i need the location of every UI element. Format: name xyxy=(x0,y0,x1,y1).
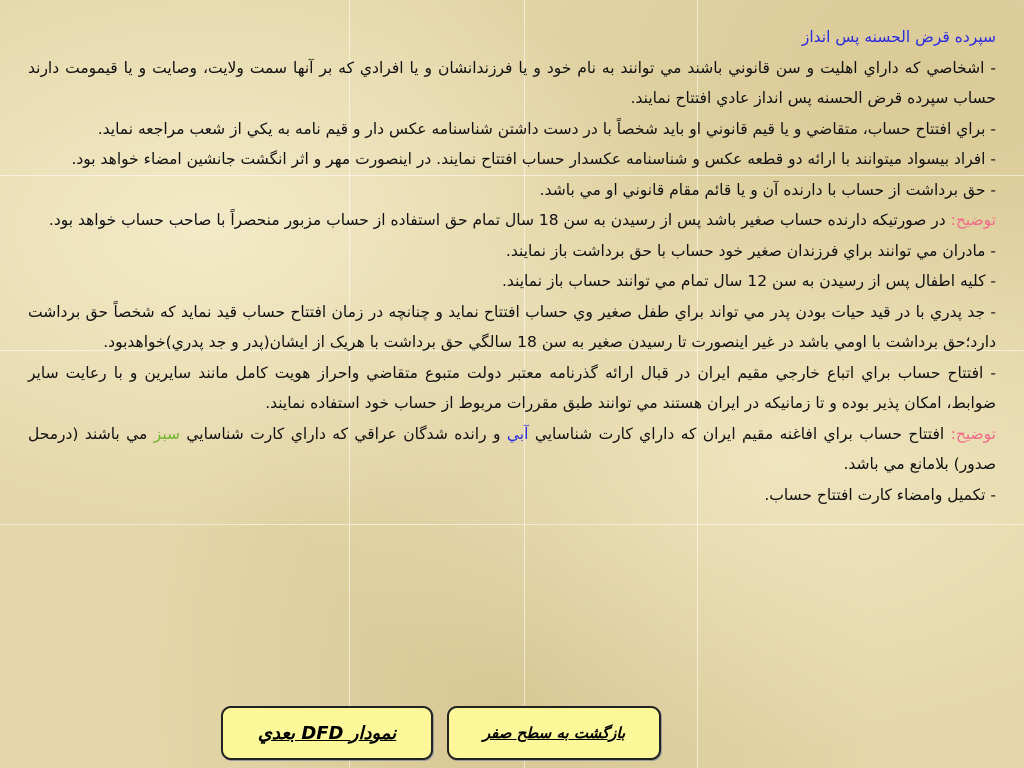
rule-illiterate: - افراد بيسواد ميتوانند با ارائه دو قطعه عکس و شناسنامه عکسدار حساب افتتاح نمايند. در اينصورت مهر و اثر انگشت جانشين امضاء خواهد بود. xyxy=(71,150,996,168)
note-refugees xyxy=(28,419,996,480)
slide-content xyxy=(28,22,996,510)
slide-title: سپرده قرض الحسنه پس انداز xyxy=(801,28,996,46)
rule-mothers: - مادران مي توانند براي فرزندان صغير خود حساب با حق برداشت باز نمايند. xyxy=(505,241,996,260)
rule-grandfather: - جد پدري با در قيد حيات بودن پدر مي تواند براي طفل صغير وي حساب افتتاح نمايد و چنانچه در زمان افتتاح حساب قيد نمايد که شخصاً حق برداشت دارد؛حق برداشت با اومي باشد در غير اينصورت تا رسيدن صغير به سن 18 سالگي حق برداشت با هريک از ايشان(پدر و جد پدري)خواهدبود. xyxy=(28,302,996,351)
green-card-word: سبز xyxy=(153,424,180,443)
note-text: مي باشند (درمحل صدور) بلامانع مي باشد. xyxy=(28,424,996,473)
back-to-level-zero-button[interactable]: بازگشت به سطح صفر xyxy=(447,706,661,760)
rule-complete-card: - تکميل وامضاء کارت افتتاح حساب. xyxy=(764,485,996,504)
note-text: افتتاح حساب براي افاغنه مقيم ايران که داراي کارت شناسايي xyxy=(528,424,951,443)
rule-opening-requirements: - براي افتتاح حساب، متقاضي و يا قيم قانوني او بايد شخصاً با در دست داشتن شناسنامه عکس دار و قيم نامه به يکي از شعب مراجعه نمايد. xyxy=(97,119,996,138)
note-minor xyxy=(28,205,996,236)
rule-withdrawal-right: - حق برداشت از حساب با دارنده آن و يا قائم مقام قانوني او مي باشد. xyxy=(539,180,996,199)
note-text: و رانده شدگان عراقي که داراي کارت شناسايي xyxy=(179,424,507,443)
note-label: توضيح: xyxy=(950,424,996,443)
grid-line xyxy=(0,524,1024,525)
next-dfd-button[interactable]: نمودار DFD بعدي xyxy=(221,706,433,760)
note-label: توضيح: xyxy=(950,211,996,229)
rule-children-12: - کليه اطفال پس از رسيدن به سن 12 سال تمام مي توانند حساب باز نمايند. xyxy=(502,272,996,290)
rule-adult-account: - اشخاصي که داراي اهليت و سن قانوني باشند مي توانند به نام خود و يا فرزندانشان و يا افرادي که بر آنها سمت ولايت، وصايت و يا قيمومت دارند حساب سپرده قرض الحسنه پس انداز عادي افتتاح نمايند. xyxy=(28,58,996,107)
note-text: در صورتيکه دارنده حساب صغير باشد پس از رسيدن به سن 18 سال تمام حق استفاده از حساب مزبور منحصراً با صاحب حساب خواهد بود. xyxy=(48,211,951,229)
rule-foreign-nationals: - افتتاح حساب براي اتباع خارجي مقيم ايران در قبال ارائه گذرنامه معتبر دولت متبوع متقاضي واحراز هويت کامل مانند سايرين و با رعايت ساير ضوابط، امکان پذير بوده و تا زمانيکه در ايران هستند مي توانند طبق مقررات مربوط از حساب خود استفاده نمايند. xyxy=(28,363,996,412)
blue-card-word: آبي xyxy=(506,424,529,443)
